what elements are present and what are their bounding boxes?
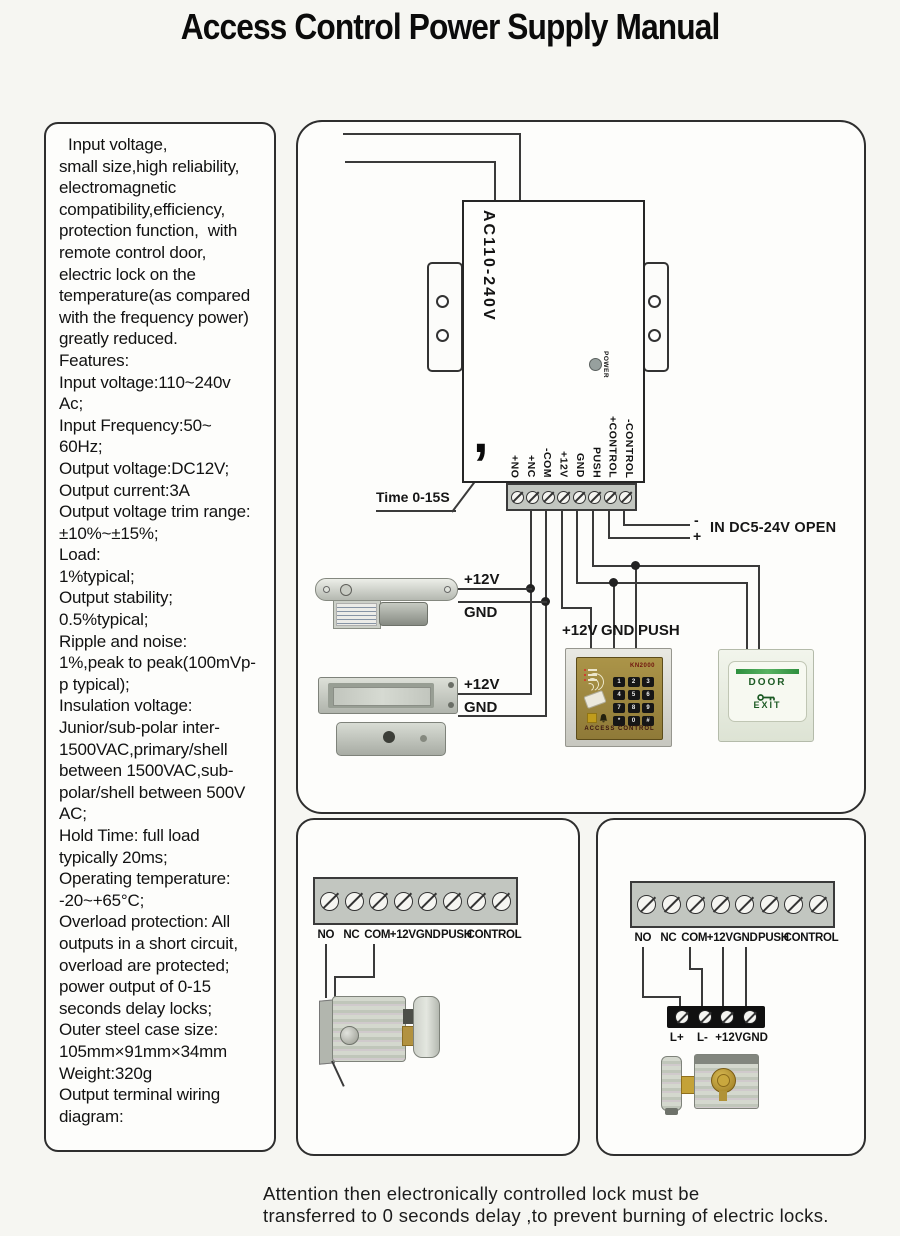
rim-lock-strike-piece (661, 1056, 682, 1111)
spec-line: greatly reduced. (59, 329, 178, 349)
spec-line: electromagnetic (59, 178, 177, 198)
lock-terminal-block (667, 1006, 765, 1028)
terminal-screw (573, 491, 586, 504)
terminal-labels-row (630, 932, 839, 948)
wire-segment (458, 588, 532, 590)
mounting-bracket-right (643, 262, 669, 372)
terminal-screw (809, 895, 828, 914)
exit-green-stripe (736, 669, 799, 674)
spec-line: 1%,peak to peak(100mVp- (59, 653, 256, 673)
key: 5 (628, 690, 640, 700)
bolt-lock-hole (444, 586, 451, 593)
key: 4 (613, 690, 625, 700)
keypad-keys[interactable] (613, 677, 654, 726)
dc-open-minus: - (694, 512, 699, 528)
spec-line: Junior/sub-polar inter- (59, 718, 220, 738)
spec-line: Load: (59, 545, 101, 565)
bracket-hole (648, 295, 661, 308)
spec-line: Output current:3A (59, 480, 190, 500)
wire-segment (576, 511, 578, 584)
tlabel: NO (634, 932, 652, 944)
wire-segment (623, 524, 690, 526)
keypad-faceplate (576, 657, 663, 740)
spec-line: Ac; (59, 394, 83, 414)
spec-line: polar/shell between 500V (59, 782, 246, 802)
pterm: +NC (524, 455, 537, 478)
psu-terminal-block (506, 483, 637, 511)
spec-line: Weight:320g (59, 1063, 152, 1083)
spec-line: Input voltage:110~240v (59, 372, 231, 392)
spec-line: Overload protection: All (59, 912, 230, 932)
wire-segment (458, 693, 532, 695)
wire-segment (635, 565, 637, 650)
key-icon (757, 689, 777, 698)
maglock-12v-label: +12V (464, 676, 500, 693)
wire-segment (458, 601, 547, 603)
spec-line: electric lock on the (59, 264, 196, 284)
spec-line: p typical); (59, 674, 130, 694)
key: * (613, 716, 625, 726)
pterm: -CONTROL (623, 418, 635, 478)
tlabel: GND (732, 932, 758, 944)
exit-button-plate (728, 661, 807, 722)
rim-lock-strike-plate (413, 996, 440, 1058)
wire-segment (722, 947, 724, 1008)
spec-line: AC; (59, 804, 87, 824)
spec-line: 60Hz; (59, 437, 103, 457)
wire-segment (343, 133, 521, 135)
spec-line: 1500VAC,primary/shell (59, 739, 228, 759)
wire-segment (642, 947, 644, 998)
time-range-label: Time 0-15S (376, 489, 450, 505)
dc-open-label: IN DC5-24V OPEN (710, 520, 837, 536)
terminal-screw (394, 892, 413, 911)
terminal-screw (542, 491, 555, 504)
spec-line: compatibility,efficiency, (59, 199, 226, 219)
wire-segment (334, 976, 375, 978)
spec-line: Ripple and noise: (59, 631, 187, 651)
psu-terminal-labels (506, 398, 637, 478)
wire-segment (494, 161, 496, 201)
spec-line: 0.5%typical; (59, 610, 149, 630)
bracket-hole (436, 295, 449, 308)
spec-line: Input Frequency:50~ (59, 415, 212, 435)
terminal-screw (369, 892, 388, 911)
wire-segment (592, 511, 594, 567)
terminal-screw (619, 491, 632, 504)
keypad-reader (565, 648, 672, 747)
key: 7 (613, 703, 625, 713)
pterm: -COM (541, 448, 554, 478)
keypad-gnd-label: GND (601, 622, 635, 639)
rim-lock-latch-housing (403, 1009, 413, 1024)
spec-line: between 1500VAC,sub- (59, 761, 234, 781)
wire-segment (345, 161, 496, 163)
lock-block-labels-row (664, 1032, 768, 1046)
spec-line: Output voltage trim range: (59, 502, 251, 522)
spec-line: 1%typical; (59, 566, 135, 586)
terminal-screw (492, 892, 511, 911)
terminal-screw (418, 892, 437, 911)
spec-line: typically 20ms; (59, 847, 168, 867)
bell-icon (598, 711, 609, 722)
terminal-screw (588, 491, 601, 504)
tlabel: +12V (706, 932, 733, 944)
terminal-block (630, 881, 835, 928)
brand-comma-icon: , (473, 401, 489, 464)
spec-line: small size,high reliability, (59, 156, 240, 176)
key: 2 (628, 677, 640, 687)
attention-note-line1: Attention then electronically controlled lock must be (263, 1183, 700, 1204)
spec-line: Features: (59, 350, 130, 370)
wire-segment (608, 511, 610, 539)
rim-lock-cylinder-stem (719, 1091, 727, 1101)
spec-line: Operating temperature: (59, 869, 231, 889)
terminal-screw (320, 892, 339, 911)
key: 8 (628, 703, 640, 713)
tlabel: CONTROL (466, 929, 522, 941)
keypad-12v-label: +12V (562, 622, 598, 639)
bracket-hole (648, 329, 661, 342)
spec-line: Output voltage:DC12V; (59, 458, 229, 478)
bolt-lock-hole (323, 586, 330, 593)
junction-dot (631, 561, 640, 570)
terminal-screw (604, 491, 617, 504)
maglock-screw (448, 682, 454, 688)
tlabel: NO (317, 929, 335, 941)
terminal-screw (760, 895, 779, 914)
wire-segment (758, 565, 760, 650)
spec-line: outputs in a short circuit, (59, 933, 238, 953)
tlabel: NC (343, 929, 360, 941)
exit-exit-label: EXIT (753, 700, 782, 710)
power-led-label: POWER (602, 351, 609, 379)
status-led-icon (584, 669, 597, 671)
keypad-push-label: PUSH (638, 622, 680, 639)
spec-line: overload are protected; (59, 955, 230, 975)
specs-panel (44, 122, 276, 1152)
terminal-screw (345, 892, 364, 911)
pterm: PUSH (590, 446, 603, 478)
wire-segment (545, 511, 547, 717)
wire-segment (530, 511, 532, 695)
blabel: L- (696, 1032, 708, 1044)
spec-line: Input voltage, (59, 135, 168, 154)
dc-open-plus: + (693, 528, 702, 544)
junction-dot (609, 578, 618, 587)
terminal-screw (743, 1010, 757, 1024)
wire-segment (519, 133, 521, 201)
tlabel: COM (364, 929, 391, 941)
terminal-screw (720, 1010, 734, 1024)
key: 6 (642, 690, 654, 700)
wire-segment (561, 511, 563, 609)
rim-lock-body-edge (695, 1055, 758, 1064)
terminal-screw (735, 895, 754, 914)
spec-line: protection function, with (59, 221, 238, 241)
bolt-lock-hole (340, 584, 352, 596)
blabel: +12V (715, 1032, 743, 1044)
keypad-brand-label: ACCESS CONTROL (584, 726, 655, 732)
terminal-screw (784, 895, 803, 914)
pterm: +CONTROL (606, 415, 619, 478)
maglock-plate (333, 687, 431, 706)
maglock-gnd-label: GND (464, 699, 498, 716)
pterm: +12V (557, 451, 570, 478)
keypad-model-label: KN2000 (629, 663, 655, 669)
terminal-screw (511, 491, 524, 504)
key: 1 (613, 677, 625, 687)
wire-segment (373, 944, 375, 978)
tlabel: CONTROL (783, 932, 839, 944)
maglock-screw (448, 702, 454, 708)
armature-hole (383, 731, 395, 743)
doorbell-button[interactable] (587, 713, 597, 723)
terminal-screw (637, 895, 656, 914)
bracket-hole (436, 329, 449, 342)
wire-segment (746, 582, 748, 650)
spec-line: -20~+65°C; (59, 890, 145, 910)
spec-line: 105mm×91mm×34mm (59, 1041, 228, 1061)
blabel: L+ (669, 1032, 684, 1044)
tlabel: PUSH (757, 932, 789, 944)
wire-segment (608, 537, 690, 539)
power-led-icon (589, 358, 602, 371)
terminal-screw (698, 1010, 712, 1024)
spec-line: remote control door, (59, 242, 207, 262)
blabel: GND (742, 1032, 768, 1044)
wire-segment (701, 968, 703, 1008)
spec-line: diagram: (59, 1106, 124, 1126)
pterm: GND (573, 453, 586, 478)
key: 0 (628, 716, 640, 726)
spec-line: power output of 0-15 (59, 977, 211, 997)
signal-arcs-icon (586, 676, 604, 691)
tlabel: NC (660, 932, 677, 944)
wire-segment (376, 510, 456, 512)
lock-wiring-panel-left (296, 818, 580, 1156)
terminal-screw (526, 491, 539, 504)
tlabel: +12V (389, 929, 416, 941)
terminal-block (313, 877, 518, 925)
armature-hole (420, 735, 427, 742)
rfid-card-icon (583, 690, 606, 709)
bolt-12v-label: +12V (464, 571, 500, 588)
rim-lock-knob (340, 1026, 359, 1045)
psu-ac-rating-label: AC110-240V (480, 210, 497, 322)
bolt-gnd-label: GND (464, 604, 498, 621)
key: # (642, 716, 654, 726)
spec-line: with the frequency power) (59, 307, 249, 327)
mounting-bracket-left (427, 262, 463, 372)
wire-segment (613, 582, 615, 650)
rim-lock-cylinder-core (717, 1074, 730, 1087)
spec-line: Hold Time: full load (59, 826, 200, 845)
wire-segment (745, 947, 747, 1008)
terminal-screw (443, 892, 462, 911)
spec-line: Outer steel case size: (59, 1020, 219, 1040)
terminal-screw (662, 895, 681, 914)
key: 3 (642, 677, 654, 687)
terminal-screw (467, 892, 486, 911)
exit-door-label: DOOR (748, 677, 787, 688)
tlabel: PUSH (440, 929, 472, 941)
terminal-screw (557, 491, 570, 504)
page-title-text: Access Control Power Supply Manual (180, 6, 720, 47)
door-exit-button[interactable] (718, 649, 814, 742)
spec-line: seconds delay locks; (59, 998, 212, 1018)
pterm: +NO (508, 454, 521, 478)
spec-line: Output stability; (59, 588, 173, 608)
wire-segment (561, 607, 592, 609)
bolt-lock-cylinder (379, 602, 428, 626)
page-title (0, 6, 900, 48)
attention-note-line2: transferred to 0 seconds delay ,to prevent burning of electric locks. (263, 1205, 829, 1226)
wire-segment (642, 996, 681, 998)
bolt-lock-image (315, 578, 458, 601)
key: 9 (642, 703, 654, 713)
wire-segment (689, 947, 691, 970)
tlabel: GND (415, 929, 441, 941)
terminal-screw (675, 1010, 689, 1024)
wire-segment (576, 582, 748, 584)
wire-segment (592, 565, 760, 567)
terminal-labels-row (313, 929, 522, 945)
spec-line: Output terminal wiring (59, 1085, 220, 1105)
tlabel: COM (681, 932, 708, 944)
rim-lock-foot (665, 1108, 678, 1115)
terminal-screw (686, 895, 705, 914)
spec-line: temperature(as compared (59, 286, 250, 306)
spec-line: Insulation voltage: (59, 696, 193, 716)
bolt-lock-sticker (336, 603, 377, 626)
wire-segment (325, 944, 327, 998)
spec-line: ±10%~±15%; (59, 523, 159, 543)
terminal-screw (711, 895, 730, 914)
